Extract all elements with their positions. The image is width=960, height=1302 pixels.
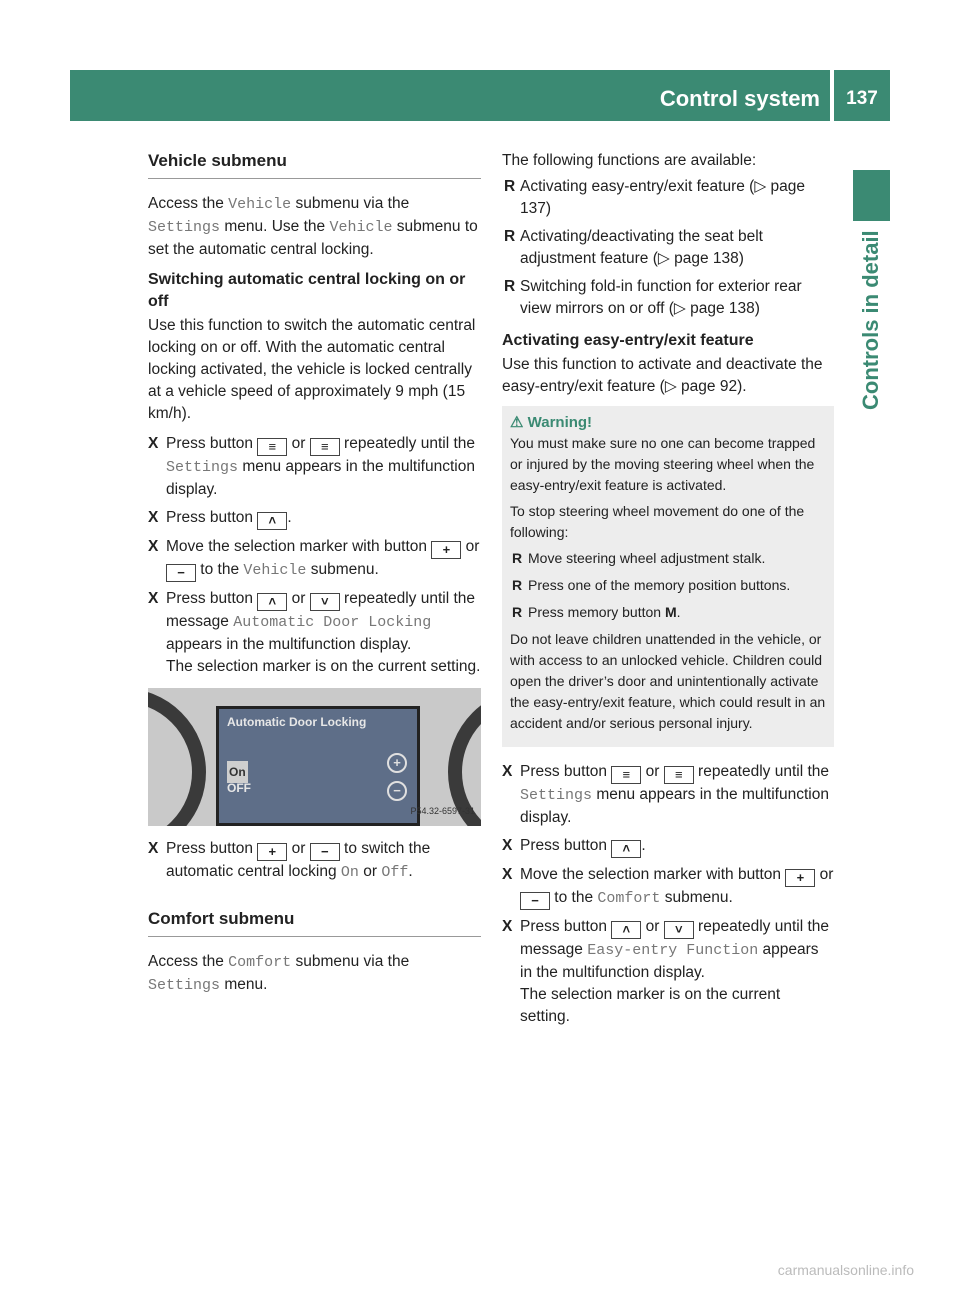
subheading-central-locking: Switching automatic central locking on or off [148,271,466,310]
up-key-icon: ˄ [611,840,641,858]
warning-text-1: You must make sure no one can become trapped or injured by the moving steering wheel when the easy-entry/exit feature is activated. [510,435,816,493]
up-key-icon: ˄ [257,593,287,611]
heading-comfort-submenu: Comfort submenu [148,908,481,937]
step-4: X Press button ˄ or ˅ repeatedly until the message Easy-entry Function appears in the multifunction display. The selection marker is on the current setting. [502,918,830,1025]
watermark: carmanualsonline.info [777,1262,914,1278]
step-5: X Press button + or − to switch the automatic central locking On or Off. [148,840,431,881]
header-title: Control system [659,86,820,111]
warning-text-3: Do not leave children unattended in the vehicle, or with access to an unlocked vehicle. Children could open the driver’s door and unintentionally activate the easy-entry/exit feature, which could result in an accident and/or serious personal injury. [510,631,826,731]
warning-bullet: R Press one of the memory position buttons. [512,577,791,593]
function-item: R Activating/deactivating the seat belt adjustment feature (▷ page 138) [504,228,763,267]
functions-intro: The following functions are available: [502,152,757,169]
step-marker: X [148,435,159,452]
minus-key-icon: − [166,564,196,582]
option-off: OFF [227,781,251,795]
step-2: X Press button ˄ . [502,837,646,856]
side-tab-label-wrap [854,230,890,600]
step-marker: X [148,840,159,857]
plus-key-icon: + [257,843,287,861]
menu-back-key-icon: ≡ [611,766,641,784]
down-key-icon: ˅ [310,593,340,611]
right-column [502,150,834,1034]
up-key-icon: ˄ [257,512,287,530]
function-item: R Activating easy-entry/exit feature (▷ page 137) [504,178,806,217]
down-key-icon: ˅ [664,921,694,939]
page-number: 137 [846,88,878,109]
step-marker: X [502,763,513,780]
instrument-cluster-figure [148,688,481,826]
easy-entry-text: Use this function to activate and deactivate the easy-entry/exit feature (▷ page 92). [502,356,823,395]
step-2: X Press button ˄ . [148,509,292,528]
side-tab-block [853,170,890,221]
step-marker: X [502,837,513,854]
warning-bullet: R Press memory button M. [512,604,681,620]
step-marker: X [148,590,159,607]
plus-key-icon: + [431,541,461,559]
function-item: R Switching fold-in function for exterior rear view mirrors on or off (▷ page 138) [504,278,802,317]
subheading-easy-entry: Activating easy-entry/exit feature [502,332,754,349]
step-marker: X [148,538,159,555]
heading-vehicle-submenu: Vehicle submenu [148,150,481,179]
comfort-intro: Access the Comfort submenu via the Settings menu. [148,953,410,994]
minus-key-icon: − [310,843,340,861]
warning-bullet: R Move steering wheel adjustment stalk. [512,550,766,566]
side-tab-label: Controls in detail [858,230,883,410]
up-key-icon: ˄ [611,921,641,939]
figure-code: P54.32-6597-31 [410,806,475,816]
multifunction-display [216,706,420,826]
step-marker: X [502,918,513,935]
warning-box [502,406,834,747]
plus-circle-icon: + [387,753,407,773]
step-marker: X [502,866,513,883]
step-3: X Move the selection marker with button + or − to the Vehicle submenu. [148,538,480,580]
option-on: On [227,761,248,783]
left-gauge [148,688,206,826]
menu-forward-key-icon: ≡ [310,438,340,456]
display-title: Automatic Door Locking [227,715,367,729]
step-marker: X [148,509,159,526]
menu-back-key-icon: ≡ [257,438,287,456]
menu-forward-key-icon: ≡ [664,766,694,784]
step-4: X Press button ˄ or ˅ repeatedly until the message Automatic Door Locking appears in the multifunction display. The selection marker is on the current setting. [148,590,481,675]
warning-text-2: To stop steering wheel movement do one of the following: [510,503,805,540]
warning-title: ⚠ Warning! [510,414,593,431]
minus-key-icon: − [520,892,550,910]
step-1: X Press button ≡ or ≡ repeatedly until the Settings menu appears in the multifunction display. [148,435,476,498]
vehicle-intro: Access the Vehicle submenu via the Settings menu. Use the Vehicle submenu to set the automatic central locking. [148,195,478,258]
minus-circle-icon: − [387,781,407,801]
step-1: X Press button ≡ or ≡ repeatedly until the Settings menu appears in the multifunction display. [502,763,830,826]
central-locking-text: Use this function to switch the automatic central locking on or off. With the automatic central locking activated, the vehicle is locked centrally at a vehicle speed of approximately 9 mph (15 km/h). [148,317,476,422]
plus-key-icon: + [785,869,815,887]
left-column [148,150,481,1005]
step-3: X Move the selection marker with button + or − to the Comfort submenu. [502,866,834,908]
warning-triangle-icon: ⚠ [510,414,524,431]
